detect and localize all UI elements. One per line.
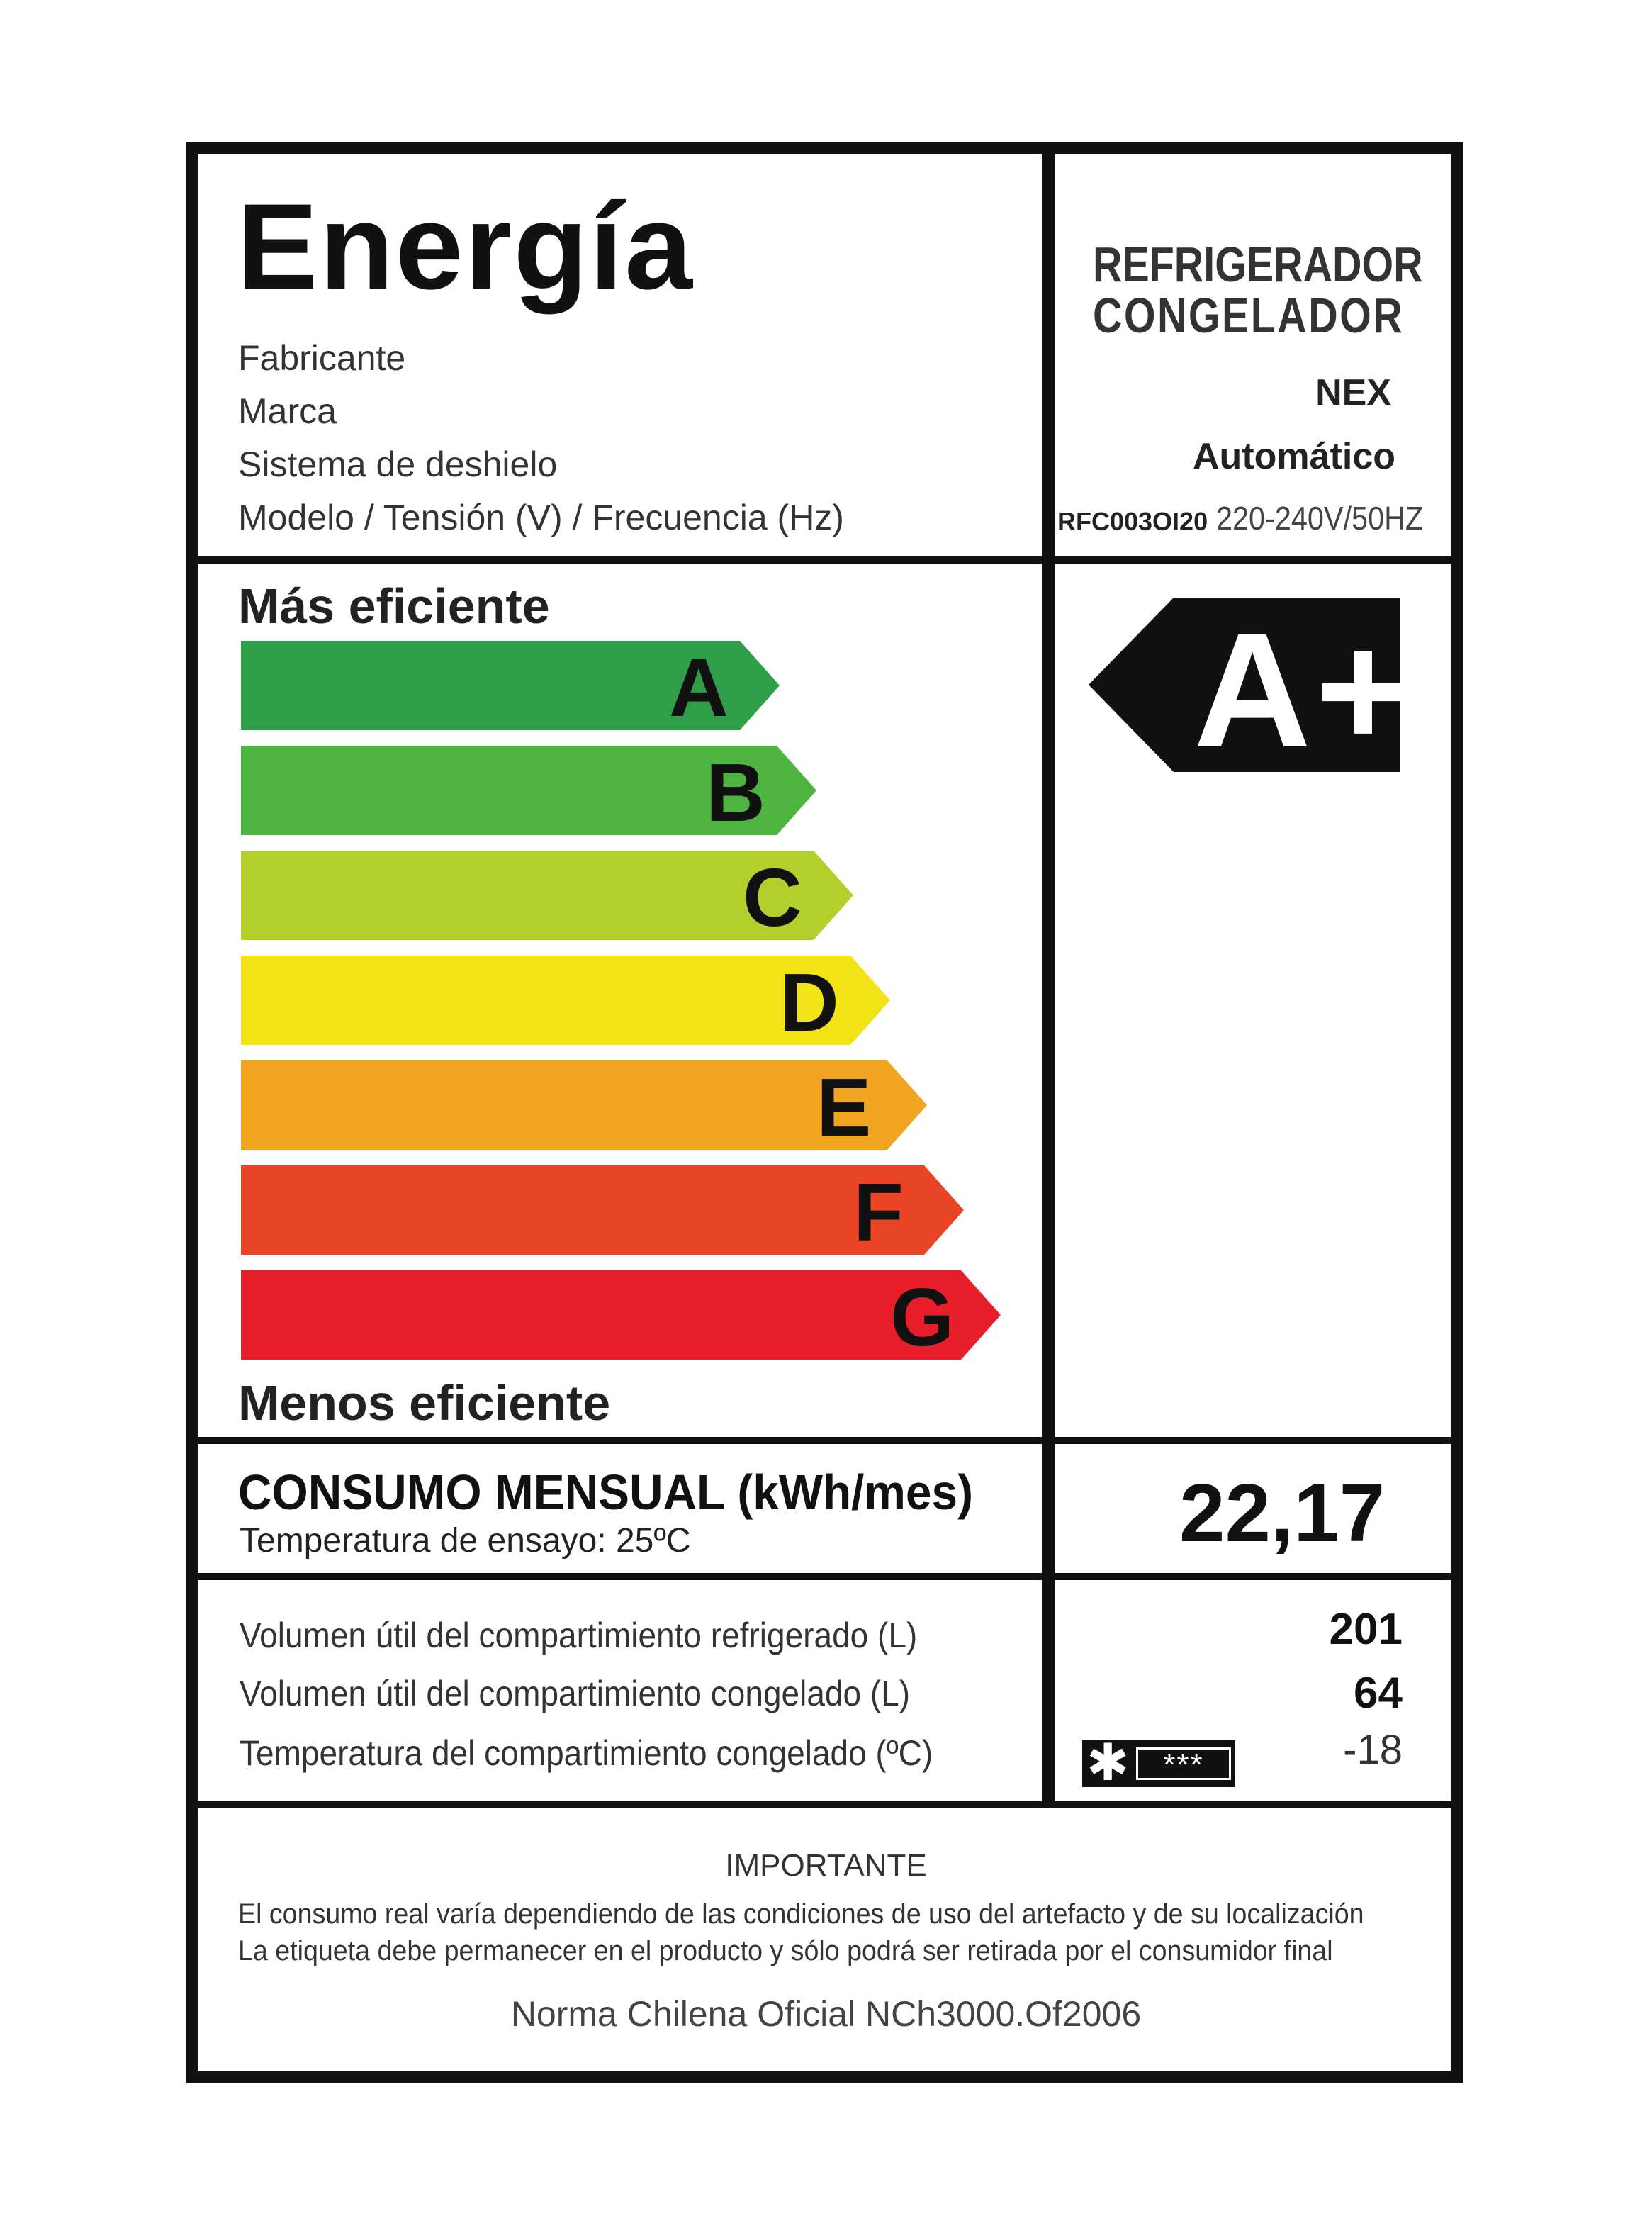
product-type-line1: REFRIGERADOR: [1093, 237, 1423, 292]
efficiency-letter-e: E: [816, 1061, 872, 1153]
efficiency-bar-d: [241, 956, 890, 1048]
product-type-line2: CONGELADOR: [1093, 288, 1405, 343]
spec-label-frozen-volume: Volumen útil del compartimiento congelado (L): [240, 1674, 911, 1713]
spec-value-frozen-temperature: -18: [1343, 1727, 1403, 1773]
model-value: RFC003OI20: [1057, 507, 1208, 536]
label-brand: Marca: [238, 391, 337, 431]
label-defrost: Sistema de deshielo: [238, 444, 558, 484]
spec-value-frozen-volume: 64: [1354, 1669, 1403, 1718]
efficiency-letter-c: C: [743, 851, 802, 944]
footer-heading: IMPORTANTE: [725, 1848, 927, 1883]
efficiency-bar-f: [241, 1165, 964, 1258]
spec-label-frozen-temperature: Temperatura del compartimiento congelado (ºC): [240, 1733, 933, 1773]
efficiency-bar-b: [241, 746, 816, 839]
rating-value: A+: [1193, 599, 1415, 781]
spec-value-refrigerated-volume: 201: [1329, 1605, 1403, 1654]
footer-norm: Norma Chilena Oficial NCh3000.Of2006: [510, 1994, 1142, 2034]
efficiency-bar-e: [241, 1060, 927, 1153]
label-manufacturer: Fabricante: [238, 338, 406, 378]
scale-bottom-label: Menos eficiente: [238, 1375, 611, 1431]
brand-value: NEX: [1315, 372, 1391, 413]
efficiency-letter-g: G: [890, 1271, 955, 1363]
defrost-value: Automático: [1193, 436, 1395, 477]
efficiency-bar-g: [241, 1270, 1001, 1363]
consumption-label: CONSUMO MENSUAL (kWh/mes): [238, 1465, 974, 1520]
efficiency-bar-c: [241, 851, 853, 944]
label-model-voltage: Modelo / Tensión (V) / Frecuencia (Hz): [238, 498, 844, 537]
efficiency-letter-b: B: [706, 746, 765, 839]
footer-line2: La etiqueta debe permanecer en el producto y sólo podrá ser retirada por el consumidor final: [238, 1935, 1333, 1966]
freezer-star-rating-icon: [1082, 1735, 1235, 1791]
efficiency-letter-d: D: [780, 956, 839, 1048]
rating-indicator: [1089, 598, 1415, 781]
footer-line1: El consumo real varía dependiendo de las condiciones de uso del artefacto y de su localización: [238, 1898, 1364, 1930]
small-stars-icon: ***: [1136, 1747, 1231, 1780]
spec-label-refrigerated-volume: Volumen útil del compartimiento refrigerado (L): [240, 1616, 918, 1655]
voltage-frequency-value: 220-240V/50HZ: [1216, 500, 1424, 537]
big-star-icon: ✱: [1086, 1735, 1130, 1791]
scale-top-label: Más eficiente: [238, 578, 550, 634]
test-temperature: Temperatura de ensayo: 25ºC: [240, 1522, 691, 1560]
consumption-value: 22,17: [1179, 1467, 1386, 1559]
efficiency-letter-f: F: [853, 1166, 904, 1258]
label-title: Energía: [237, 179, 694, 315]
efficiency-bar-a: [241, 641, 780, 734]
efficiency-letter-a: A: [669, 642, 729, 734]
